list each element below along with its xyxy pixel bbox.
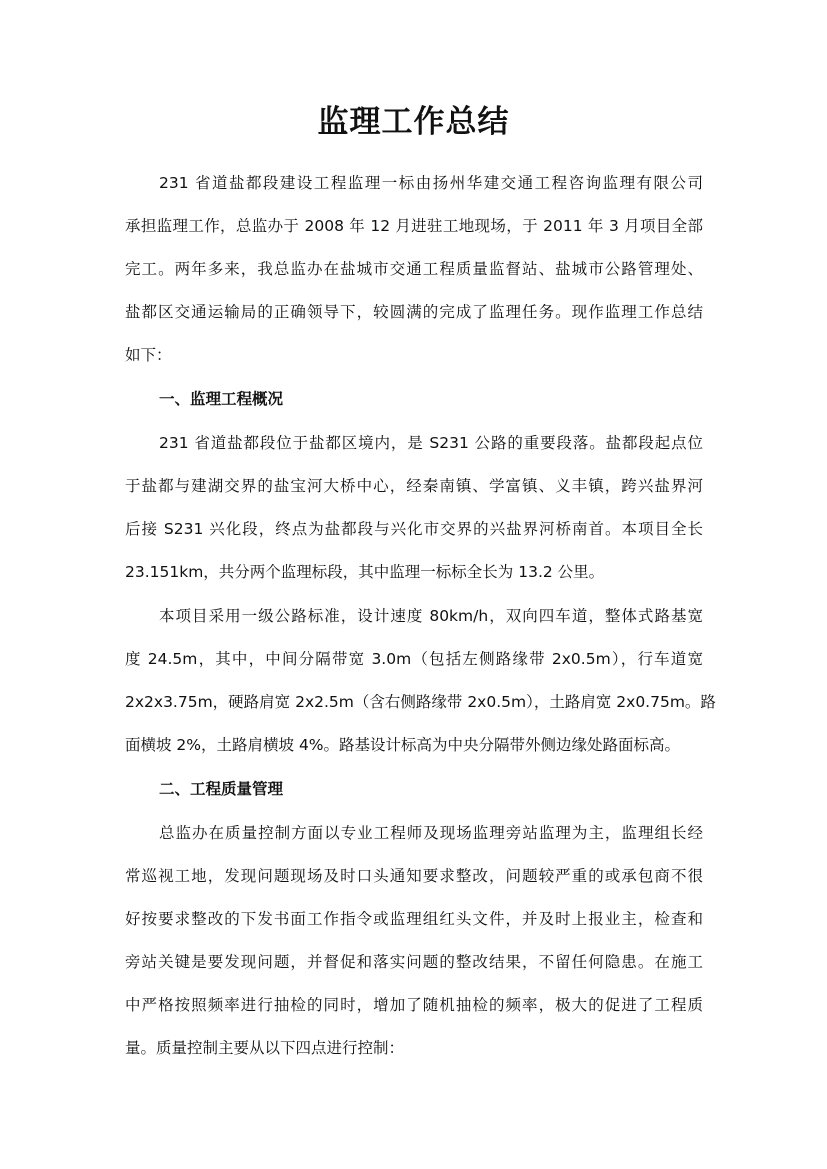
section-2-para-1-line-6: 量。质量控制主要从以下四点进行控制： (125, 1039, 405, 1057)
section-2-heading: 二、工程质量管理 (159, 780, 284, 798)
section-1-para-1-line-1: 231 省道盐都段位于盐都区境内，是 S231 公路的重要段落。盐都段起点位 (159, 434, 703, 452)
section-1-para-2-line-2: 度 24.5m，其中，中间分隔带宽 3.0m（包括左侧路缘带 2x0.5m），行车道宽 (125, 650, 703, 668)
intro-line-5: 如下： (125, 346, 172, 364)
section-1-para-2-line-1: 本项目采用一级公路标准，设计速度 80km/h，双向四车道，整体式路基宽 (159, 607, 703, 625)
section-1-para-2-line-3: 2x2x3.75m，硬路肩宽 2x2.5m（含右侧路缘带 2x0.5m），土路肩宽 2x0.75m。路 (125, 693, 716, 711)
intro-line-2: 承担监理工作，总监办于 2008 年 12 月进驻工地现场，于 2011 年 3 月项目全部 (125, 217, 703, 235)
section-2-para-1-line-3: 好按要求整改的下发书面工作指令或监理组红头文件，并及时上报业主，检查和 (125, 910, 703, 928)
document-title: 监理工作总结 (317, 104, 510, 140)
section-2-para-1-line-1: 总监办在质量控制方面以专业工程师及现场监理旁站监理为主，监理组长经 (159, 824, 703, 842)
section-1-para-1-line-3: 后接 S231 兴化段，终点为盐都段与兴化市交界的兴盐界河桥南首。本项目全长 (125, 520, 703, 538)
section-2-para-1-line-5: 中严格按照频率进行抽检的同时，增加了随机抽检的频率，极大的促进了工程质 (125, 996, 703, 1014)
section-2-para-1-line-2: 常巡视工地，发现问题现场及时口头通知要求整改，问题较严重的或承包商不很 (125, 867, 703, 885)
intro-line-4: 盐都区交通运输局的正确领导下，较圆满的完成了监理任务。现作监理工作总结 (125, 303, 703, 321)
section-2-para-1-line-4: 旁站关键是要发现问题，并督促和落实问题的整改结果，不留任何隐患。在施工 (125, 953, 703, 971)
section-1-heading: 一、监理工程概况 (159, 390, 284, 408)
section-1-para-1-line-2: 于盐都与建湖交界的盐宝河大桥中心，经秦南镇、学富镇、义丰镇，跨兴盐界河 (125, 477, 703, 495)
intro-line-1: 231 省道盐都段建设工程监理一标由扬州华建交通工程咨询监理有限公司 (159, 174, 703, 192)
intro-line-3: 完工。两年多来，我总监办在盐城市交通工程质量监督站、盐城市公路管理处、 (125, 260, 703, 278)
section-1-para-1-line-4: 23.151km，共分两个监理标段，其中监理一标标全长为 13.2 公里。 (125, 563, 605, 581)
section-1-para-2-line-4: 面横坡 2%，土路肩横坡 4%。路基设计标高为中央分隔带外侧边缘处路面标高。 (125, 736, 681, 754)
